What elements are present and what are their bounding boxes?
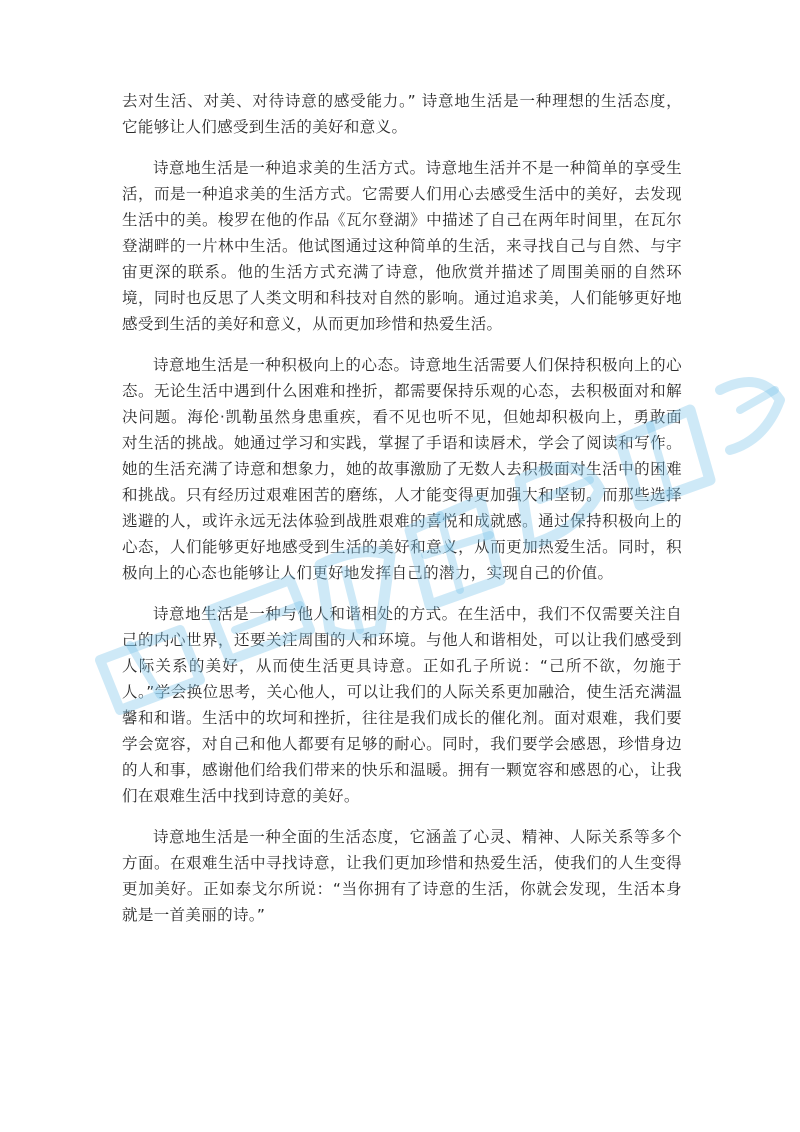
paragraph-continuation: 去对生活、对美、对待诗意的感受能力。” 诗意地生活是一种理想的生活态度，它能够让人们感受到生活的美好和意义。 xyxy=(122,92,682,136)
paragraph-conclusion: 诗意地生活是一种全面的生活态度，它涵盖了心灵、精神、人际关系等多个方面。在艰难生活中寻找诗意，让我们更加珍惜和热爱生活，使我们的人生变得更加美好。正如泰戈尔所说：“当你拥有了诗意的生活，你就会发现，生活本身就是一首美丽的诗。” xyxy=(122,828,682,924)
paragraph-pursuit-of-beauty: 诗意地生活是一种追求美的生活方式。诗意地生活并不是一种简单的享受生活，而是一种追求美的生活方式。它需要人们用心去感受生活中的美好，去发现生活中的美。梭罗在他的作品《瓦尔登湖》中描述了自己在两年时间里，在瓦尔登湖畔的一片林中生活。他试图通过这种简单的生活，来寻找自己与自然、与宇宙更深的联系。他的生活方式充满了诗意，他欣赏并描述了周围美丽的自然环境，同时也反思了人类文明和科技对自然的影响。通过追求美，人们能够更好地感受到生活的美好和意义，从而更加珍惜和热爱生活。 xyxy=(122,159,682,333)
paragraph-harmony-with-others: 诗意地生活是一种与他人和谐相处的方式。在生活中，我们不仅需要关注自己的内心世界，还要关注周围的人和环境。与他人和谐相处，可以让我们感受到人际关系的美好，从而使生活更具诗意。正如孔子所说：“己所不欲，勿施于人。”学会换位思考，关心他人，可以让我们的人际关系更加融洽，使生活充满温馨和和谐。生活中的坎坷和挫折，往往是我们成长的催化剂。面对艰难，我们要学会宽容，对自己和他人都要有足够的耐心。同时，我们要学会感恩，珍惜身边的人和事，感谢他们给我们带来的快乐和温暖。拥有一颗宽容和感恩的心，让我们在艰难生活中找到诗意的美好。 xyxy=(122,605,682,805)
paragraph-positive-mindset: 诗意地生活是一种积极向上的心态。诗意地生活需要人们保持积极向上的心态。无论生活中遇到什么困难和挫折，都需要保持乐观的心态，去积极面对和解决问题。海伦·凯勒虽然身患重疾，看不见也听不见，但她却积极向上，勇敢面对生活的挑战。她通过学习和实践，掌握了手语和读唇术，学会了阅读和写作。她的生活充满了诗意和想象力，她的故事激励了无数人去积极面对生活中的困难和挑战。只有经历过艰难困苦的磨练，人才能变得更加强大和坚韧。而那些选择逃避的人，或许永远无法体验到战胜艰难的喜悦和成就感。通过保持积极向上的心态，人们能够更好地感受到生活的美好和意义，从而更加热爱生活。同时，积极向上的心态也能够让人们更好地发挥自己的潜力，实现自己的价值。 xyxy=(122,356,682,582)
document-page xyxy=(122,88,682,943)
